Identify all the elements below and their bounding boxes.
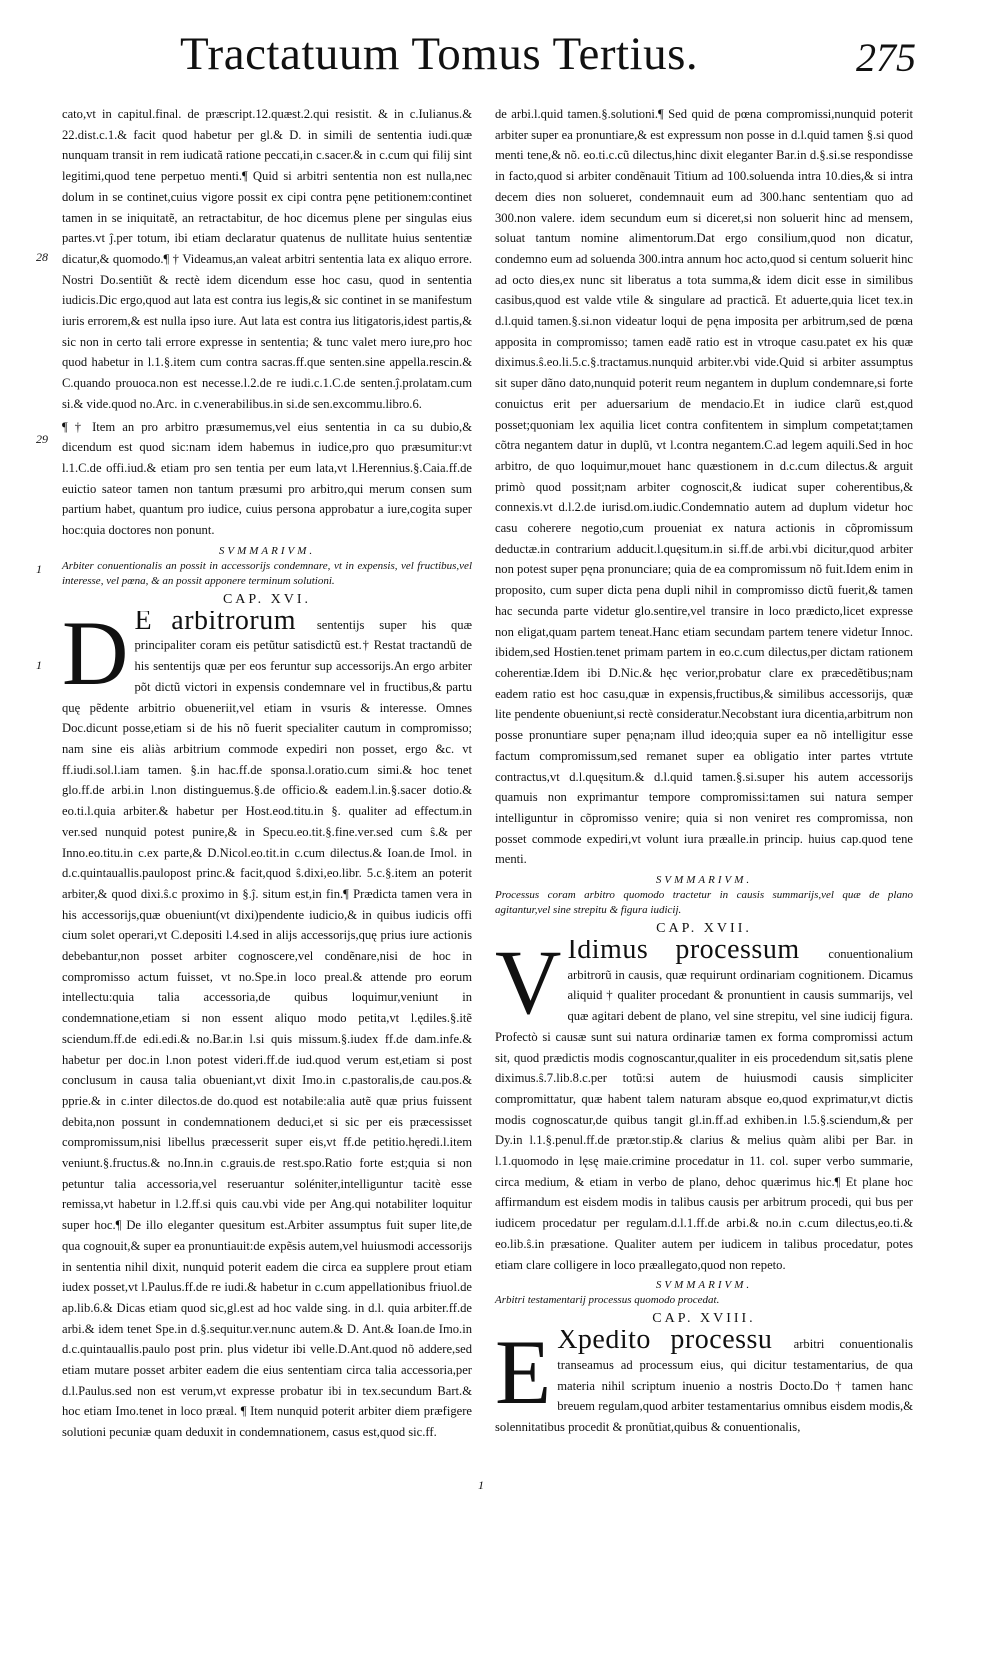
drop-cap: V <box>495 940 562 1034</box>
summarium-heading: SVMMARIVM. <box>218 544 316 557</box>
chapter-heading: CAP. XVI. <box>222 591 312 607</box>
page-number: 275 <box>856 35 916 80</box>
chapter-lead-words: E arbitrorum <box>134 610 297 636</box>
chapter-18-body <box>495 1330 913 1438</box>
chapter-heading: CAP. XVII. <box>656 921 752 937</box>
summarium-text: Arbitri testamentarij processus quomodo procedat. <box>495 1294 720 1307</box>
summarium-heading: SVMMARIVM. <box>655 874 753 887</box>
drop-cap: D <box>62 610 129 704</box>
margin-number: 1 <box>36 658 42 672</box>
margin-number: 1 <box>478 1478 484 1492</box>
chapter-17-text: conuentionalium arbitrorũ in causis, quæ requirunt ordinariam cognitionem. Dicamus aliquid † qualiter procedant & pronuntient in causis summarijs, vel quæ agitari debent de plano, vel sine strepitu, vel sine iudicij figura. Profectò si causæ sunt sui natura ordinariæ tamen ex forma compromissi actum sit, quod prædictis modis cognoscantur,qualiter in eis procedendum sit,satis plene diximus.ŝ.7.lib.8.c.per totũ:si autem de huiusmodi causis simpliciter compromittatur, quæ habent talem naturam absque eo,quod exprimatur,vt dictis modis cognoscatur,de quibus tangit gl.in.ff.ad exhiben.in l.5.§.sciendum,& per Dy.in l.1.§.penul.ff.de prætor.stip.& clarius & melius quàm alibi per Bar. in l.1.quomodo in lęsę maie.crimine procedatur in 11. col. super verbo summarie, circa medium, & etiam in verbo de plano, dehoc quærimus hic.¶ Et plane hoc affirmandum est eisdem modis in talibus causis per arbitrum procedi, qui bus per iudicem procedatur per regulam.d.l.1.ff.de arbi.& no.in c.cum dilectus,eo.ti.& eo.lib.ŝ.in præsatione. Qualiter autem per iudicem in talibus procedatur, potes etiam clare colligere in loco præallegato,quod non repeto. <box>495 947 913 1272</box>
right-paragraph-1: de arbi.l.quid tamen.§.solutioni.¶ Sed quid de pœna compromissi,nunquid poterit arbiter super ea pronuntiare,& est expressum non posse in d.l.quid tamen §.si quod menti tene,& nõ. eo.ti.c.cũ dilectus,hinc dixit eleganter Bar.in d.§.si.se respondisse in facto,quod si arbiter condẽnauit Titium ad 100.soluenda intra 10.dies,& si intra decem dies non solueret, condemnauit eum ad 300.hanc sententiam quo ad 300.non valere. idem secundum eum si diceret,si non soluerit hinc ad mensem, soluat tantum nomine alimentorum.Dat ergo consilium,quod non dicatur, condemno eum ad soluenda 300.intra annum hoc acto,quod si centum soluerit hinc ad octo dies,ex nunc sit liberatus a tota summa,& idem dicit esse in similibus casibus,quod est valde vtile & singulare ad practicã. Et aduerte,quia licet tex.in d.l.quid tamen.§.si.non videatur loqui de pęna imposita per arbitrum,sed de pœna apposita in compromisso; tamen eadẽ ratio est in vtroque casu.patet ex his quæ diximus.ŝ.eo.li.5.c.§.tractamus.nunquid arbiter.vbi vide.Quid si arbiter assumptus sit super dãno dato,nunquid poterit reum negantem in duplum condemnare,si forte conuictus erit per aduersarium de mendacio.Et in iudice clarũ est,quod posset;quoniam lex aquilia licet contra confitentem in simplum competat;tamen cõtra negantem datur in duplũ, vt l.contra negantem.C.ad legem aquili.Sed in hoc arbitro, de quo loquimur,mouet hanc quæstionem in d.c.cum dilectus.& arguit primò quod possit;nam arbiter cognoscit,& iudicat super coherentibus,& connexis.vt d.l.2.de iurisd.om.iudic.Condemnatio autem ad duplum videtur hoc casu coherere negotio,cum proueniat ex natura actionis in cõpromissum deductæ.in contrarium adducit.l.quęsitum.in si.ff.de arbi.vbi dicitur,quod arbiter non potest super pęna pronunciare; quia de ea compromissum nõ fuit.Idem enim in proposito, cum super dicta pena dupli nihil in compromisso dictũ fuerit,& tamen hac secunda parte videtur glo.sentire,vel transire in loco prædicto,licet expresse non eligat,quam partem teneat.Hanc etiam secundam partem tenere videtur Innoc. ibidem,sed Hostien.tenet primam partem in eo.c.cum dilectus,per dictam rationem coherentiæ.Idem ibi D.Nic.& hęc verior,probatur clare ex præcedẽtibus;nam eadem ratio est hoc casu,quæ in expensis,fructibus,& similibus accessorijs, quæ lite pendente obueniunt,si rectè consideratur.Necobstant iura dicentia,arbitrum non posse pronuntiare super pęna;nam illud ideo;quia super ea nõ intelligitur esse factum compromissum,sed remanet super ea obligatio inter partes vtrtute contractus,vt d.l.quęsitum.& d.l.quid tamen.§.si.super his autem accessorijs quamuis non exprimantur tempore compromissi:tamen sui natura semper intelliguntur in cõpromisso venire; quia si non veniret res compromissa, non posset commode expediri,vt volunt iura præalle.in princip. huius cap.quod tene menti. <box>495 107 913 867</box>
page-header <box>0 22 1000 86</box>
chapter-16-text: sententijs super his quæ principaliter coram eis petũtur satisdictũ est.† Restat tractandũ de his sententijs quæ per eos feruntur sup accessorijs.An ergo arbiter põt dictũ victori in expensis condemnare vel in fructibus,& partu quę pẽdente arbitrio obueneriit,vel etiam in vsuris & interesse. Omnes Doc.dicunt posse,etiam si de his nõ fuerit specialiter cautum in compromisso; nam sine eis aliàs arbitrium commode expediri non posset, ergo &c. vt ff.iudi.sol.l.iam tamen. §.in hac.ff.de sponsa.l.oratio.cum simi.& hoc tenet glo.ff.de arbi.in l.non distinguemus.§.de officio.& eadem.l.in.§.sacer dotio.& eo.ti.l.quia arbiter.& habetur per Host.eod.titu.in §. qualiter ad effectum.in ver.sed nunquid potest punire,& in Specu.eo.tit.§.fine.ver.sed cum ŝ.& per Inno.eo.titu.in c.ex parte,& D.Nicol.eo.tit.in c.cum dilectus.& Ioan.de Imol. in d.c.quintauallis.paulopost princ.& facit,quod ŝ.dixi,eo.libr. 5.c.§.item an poterit arbiter,& quod dixi.ŝ.c proximo in §.ĵ. situm est,in fin.¶ Prædicta tamen vera in his accessorijs,quæ obueniunt(vt dixi)pendente iudicio,& in quibus iudicis offi cium solet operari,vt C.depositi l.4.sed in alijs accessorijs,quę prius iure actionis debebantur,non posset arbiter cognoscere,vel condẽnare,nisi de hoc in compromisso actum fuisset, vt no.Spe.in loco preal.& attende pro eorum intellectu:quia talia accessoria,de quibus loquimur,veniunt in condemnatione,etiam si non essent aliquo modo petita,vt l.ędiles.§.itẽ sciendum.ff.de edi.edi.& no.Bar.in l.si quis missum.§.iudex ff.de dam.infe.& habetur per doc.in l.non potest videri.ff.de iud.quod verum est,etiam si post conclusum in causa talia obueniant,vt dixit Imo.in c.pastoralis,de cau.pos.& pprie.& in c.inter dilectos.de do.quod est notabile:alia autẽ quæ prius fuissent debita,non possunt in condemnationem deduci,et si sic per eis præcessisset compromissum,nisi libellus præcesserit super eis,vt ff.de petitio.hęredi.l.item veniunt.§.fructus.& no.Inn.in c.grauis.de rest.spo.Ratio forte est;quia si non petuntur talia accessoria,vel reseruantur soléniter,intelliguntur tacitè esse remissa,vt habetur in l.2.ff.si quis cau.vbi vide per Ang.qui notabiliter loquitur super hoc.¶ De illo eleganter quesitum est.Arbiter assumptus fuit super lite,de qua cognouit,& super ea pronuntiauit:de expẽsis autem,vel huiusmodi accessorijs in sententia nihil dixit, nunquid poterit eadem die circa ea supplere prout etiam iudex posset,vt l.Paulus.ff.de re iudi.& habetur in c.cum appellationibus friuol.de ap.lib.6.& Dicas etiam quod sic,gl.est ad hoc valde sing. in d.l. quia arbiter.ff.de arbi.& idem tenet Spe.in d.§.sequitur.ver.nunc autem.& D. Ant.& Ioan.de Imo.in d.c.quintauallis.paulo post prin. plus videtur ibi velle.D.Ant.quod nõ addere,sed etiam mutare posset arbiter eadem die eius sententiam circa talia accessoria,per d.l.Paulus.sed non est verum,vt expresse probatur ibi in tex.secundum Bart.& hoc etiam Imo.tenet in loco præal. ¶ Item nunquid poterit arbiter diem præfigere solutioni pecuniæ quam deduxit in condemnationem, casus est,quod sic.ff. <box>62 617 472 1440</box>
margin-number: 28 <box>36 250 48 264</box>
chapter-16-body <box>62 611 472 1443</box>
summarium-heading: SVMMARIVM. <box>655 1279 753 1292</box>
drop-cap: E <box>495 1330 552 1424</box>
chapter-18-text: arbitri conuentionalis transeamus ad processum eius, qui dicitur testamentarius, de qua materia nihil scriptum inuenio a nostris Docto.Do † tamen hanc breuem regulam,quod arbiter testamentarius omnibus eisdem modis,& solennitatibus procedit & pronũtiat,quibus & conuentionalis, <box>495 1337 913 1435</box>
left-paragraph-1: cato,vt in capitul.final. de præscript.12.quæst.2.qui resistit. & in c.Iulianus.& 22.dist.c.1.& facit quod habetur per gl.& D. in simili de sententia iudi.quæ nunquam transit in rem iudicatã ratione peccati,in c.sacer.& in c.cum qui filij sint legitimi,quod tene perpetuo menti.¶ Quid si arbitri sententia non est nulla,nec dolum in se continet,cuius vigore possit ex cipi contra pęne petitionem:continet tamen in se iniquitatẽ, an retractabitur, de hoc dicemus plene per singulas eius partes.vt ĵ.per totum, ibi etiam declaratur quatenus de nullitate huius sententiæ dicatur,& quomodo.¶ † Videamus,an valeat arbitri sententia lata ex aliquo errore. Nostri Do.sentiũt & rectè idem dicendum esse hoc casu, quod in sententia iudicis.Dic ergo,quod aut lata est contra ius legis,& sic continet in se manifestum iuris errorem,& est nulla ipso iure. Aut lata est contra ius litigatoris,idest partis,& sic non in certo tali errore expresse in sententia; & tunc valet mero iure,pro hoc quod habetur in l.1.§.item cum contra sacras.ff.que senten.sine appella.rescin.& C.quando prouoca.non est necesse.l.2.de re iudi.c.1.C.de senten.ĵ.prolatam.cum si.& vide.quod no.Arc. in c.venerabilibus.in si.de sen.excommu.libro.6. <box>62 107 472 411</box>
summarium-text: Arbiter conuentionalis an possit in accessorijs condemnare, vt in expensis, vel fructibus,vel interesse, vel pœna, & an possit apponere terminum solutioni. <box>62 559 472 587</box>
chapter-lead-words: Idimus processum <box>567 940 800 966</box>
summarium-text: Processus coram arbitro quomodo tractetur in causis summarijs,vel quæ de plano agitantur,vel sine strepitu & figura iudicij. <box>495 889 913 917</box>
right-column <box>495 104 913 1438</box>
chapter-17-body <box>495 940 913 1275</box>
chapter-heading: CAP. XVIII. <box>652 1311 756 1327</box>
left-paragraph-2: ¶ † Item an pro arbitro præsumemus,vel eius sententia in ca su dubio,& dicendum est quod sic:nam idem habemus in iudice,pro quo præsumitur:vt l.1.C.de offi.iud.& etiam pro sen tentia per eum lata,vt l.Herennius.§.Caia.ff.de euictio sateor tamen non tantum præsumi pro arbitro,qui merum consen sum partium habet, quantum pro iudice, cuius persona approbatur a iure,cogita super hoc:quia doctores non ponunt. <box>62 419 472 538</box>
left-column <box>62 104 472 1443</box>
margin-number: 29 <box>36 432 48 446</box>
margin-number: 1 <box>36 562 42 576</box>
chapter-lead-words: Xpedito processu <box>557 1330 773 1356</box>
running-title: Tractatuum Tomus Tertius. <box>180 28 699 80</box>
